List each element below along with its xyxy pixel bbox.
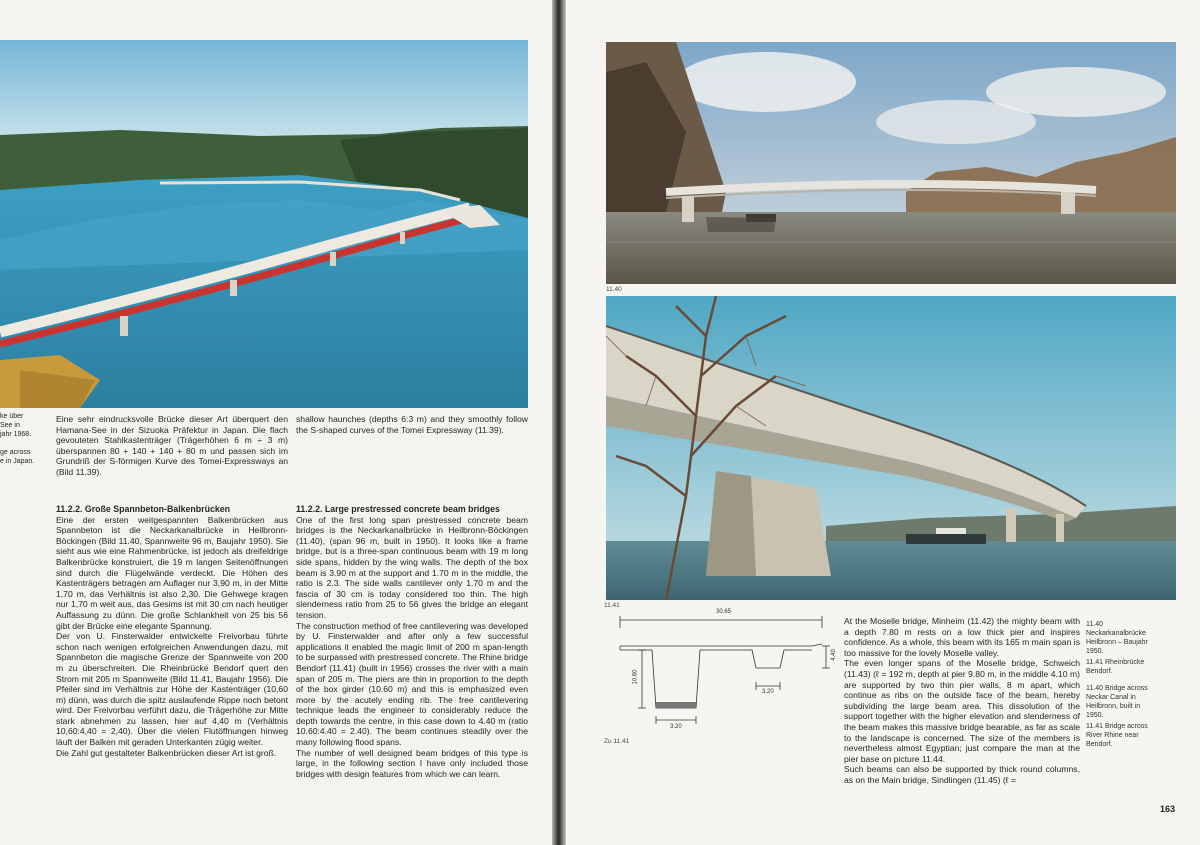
dim-bottom: 3.20 (670, 724, 682, 730)
dim-right-depth: 4.40 (830, 649, 837, 661)
intro-en: shallow haunches (depths 6:3 m) and they smoothly follow the S-shaped curves of the Tomei Expressway (11.39). (296, 414, 528, 435)
left-page (0, 0, 552, 845)
intro-en-column (296, 414, 528, 435)
body-en-column (296, 504, 528, 779)
bendorf-bridge-photo (606, 296, 1176, 600)
intro-de-column (56, 414, 288, 478)
caption-line: jahr 1968. (0, 431, 32, 438)
paragraph-en: The number of well designed beam bridges of this type is large, in the following section I have only included those bridges with design features from which we can learn. (296, 747, 528, 779)
page-number: 163 (1160, 804, 1176, 814)
paragraph-de: Die Zahl gut gestalteter Balkenbrücken dieser Art ist groß. (56, 747, 277, 758)
margin-caption (0, 412, 48, 466)
dim-web: 3.20 (762, 689, 774, 695)
section-heading-de: 11.2.2. Große Spannbeton-Balkenbrücken (56, 504, 231, 514)
right-page (566, 0, 1200, 845)
caption-de: 11.41 Rheinbrücke Bendorf. (1086, 659, 1145, 675)
caption-en: 11.41 Bridge across River Rhine near Bendorf. (1086, 723, 1148, 748)
paragraph-de: Der von U. Finsterwalder entwickelte Freivorbau führte schon nach wenigen erfolgreichen Anwendungen dazu, mit Spannbeton die magische Grenze der Spannweite von 200 m zu überschreiten. Die Rheinbrücke Bendorf quert den Strom mit 205 m Spannweite (Bild 11.41, Baujahr 1956). Die Pfeiler sind im Verhältnis zur Höhe der Kastenträger (10,60 m) dünn, was durch die spitz auslaufende Rippe noch betont wird. Der Freivorbau verführt dazu, die Trägerhöhe zur Mitte stark abnehmen zu lassen, hier auf 4,40 m (Verhältnis 10,60:4,40 = 2,40). Über die vielen Flutöffnungen hinweg läuft der Balken mit geraden Unterkanten zügig weiter. (56, 631, 288, 748)
dim-depth: 10.60 (632, 669, 639, 685)
intro-de: Eine sehr eindrucksvolle Brücke dieser Art überquert den Hamana-See in der Sizuoka Präfektur in Japan. Die flach gevouteten Stahlkastenträger (Trägerhöhen 6 m ÷ 3 m) überspannen 80 + 140 + 140 + 80 m und passen sich im Grundriß der S-förmigen Kurve des Tomei-Expressways an (Bild 11.39). (56, 414, 288, 477)
section-heading-en: 11.2.2. Large prestressed concrete beam bridges (296, 504, 500, 514)
body-en-right-column (844, 616, 1080, 786)
caption-line: ge across (0, 449, 31, 456)
figure-label-11-41: 11.41 (604, 602, 620, 609)
paragraph-en: At the Moselle bridge, Minheim (11.42) the mighty beam with a depth 7.80 m rests on a low thick pier and inspires confidence. As a whole, this beam with its 165 m main span is too massive for the lovely Moselle valley. (844, 616, 1080, 658)
paragraph-de: Eine der ersten weitgespannten Balkenbrücken aus Spannbeton ist die Neckarkanalbrücke in Heilbronn-Böckingen (Bild 11.40, Spannweite 96 m, Baujahr 1950). Sie sieht aus wie eine Rahmenbrücke, ist jedoch als dreifeldrige Balkenbrücke konstruiert, die 19 m langen Seitenöffnungen sind durch die Flügelwände verdeckt. Die Höhen des Kastenträgers betragen am Auflager nur 3,90 m, in der Mitte 1,70 m, das Verhältnis ist also 2,30. Die Gehwege kragen nur 1,70 m weit aus, das Gesims ist mit 30 cm nach heutiger Auffassung zu dünn. Die große Schlankheit von 25 bis 56 gibt der Brücke eine elegante Spannung. (56, 514, 288, 631)
caption-line: e in Japan. (0, 458, 35, 465)
caption-de: 11.40 Neckarkanalbrücke Heilbronn – Baujahr 1950. (1086, 621, 1148, 655)
caption-line (0, 439, 48, 448)
paragraph-en: The construction method of free cantilevering was developed by U. Finsterwalder and after only a few successful applications it enabled the magic limit of 200 m span-length to be surpassed with prestressed concrete. The Rhine bridge Bendorf (11.41) (built in 1956) crosses the river with a main span of 205 m. The piers are thin in proportion to the depth of the box girder (10.60 m) and this is emphasized even more by the acutely ending rib. The free cantilevering technique leads the engineer to considerably reduce the depth towards the centre, in this case down to 4.40 m (ratio 10.60:4.40 = 2.40). The beam continues steadily over the many following flood spans. (296, 620, 529, 748)
hamana-bridge-photo (0, 40, 528, 408)
paragraph-en: Such beams can also be supported by thick round columns, as on the Main bridge, Sindlingen (11.45) (ℓ = (844, 764, 1080, 785)
paragraph-en: The even longer spans of the Moselle bridge, Schweich (11.43) (ℓ = 192 m, depth at pier 9.80 m, in the middle 4.10 m) are supported by two thin pier walls, 8 m apart, which continue as ribs on the outside face of the beam, hereby subdividing the large beam area. This dissolution of the support together with the higher elevation and slenderness of the beam makes this massive bridge bearable, as far as scale to the landscape is concerned. The size of the members is nevertheless almost Egyptian; just compare the man at the pier base on picture 11.44. (844, 658, 1080, 764)
paragraph-en: One of the first long span prestressed concrete beam bridges is the Neckarkanalbrücke in Heilbronn-Böckingen (11.40), (span 96 m, built in 1950). It looks like a frame bridge, but is a three-span continuous beam with 19 m long side spans, hidden by the wing walls. The depth of the box beam is 3.90 m at the support and 1.70 m in the middle, the ratio is 2.3. The side walls cantilever only 1.70 m and the fascia of 30 cm is today considered too thin. The high slenderness ratio from 25 to 56 gives the bridge an elegant tension. (296, 514, 528, 620)
figure-captions (1086, 620, 1156, 749)
dim-width: 30.65 (716, 609, 732, 615)
caption-line: See in (0, 422, 20, 429)
section-label: Zu 11.41 (604, 738, 630, 745)
box-girder-cross-section (612, 608, 836, 738)
book-gutter (552, 0, 566, 845)
body-de-column (56, 504, 288, 758)
caption-line: ke über (0, 413, 24, 420)
neckarkanal-bridge-photo (606, 42, 1176, 284)
figure-label-11-40: 11.40 (606, 286, 622, 293)
caption-en: 11.40 Bridge across Neckar Canal in Heilbronn, built in 1950. (1086, 685, 1148, 719)
